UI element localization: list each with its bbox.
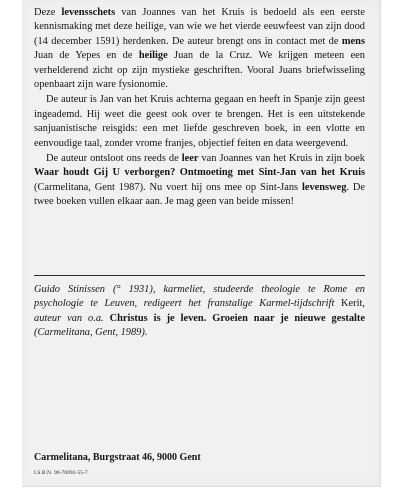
blurb	[34, 6, 365, 210]
text-run: Deze	[34, 7, 62, 18]
publisher-address: Carmelitana, Burgstraat 46, 9000 Gent	[34, 452, 201, 463]
book-title: Christus is je leven. Groeien naar je nieuwe gestalte	[109, 312, 365, 324]
bold-run: leer	[181, 153, 199, 165]
blurb-paragraph-3	[34, 152, 365, 210]
text-run: van Joannes van het Kruis in zijn boek	[198, 153, 365, 165]
journal-name: Kerit	[341, 298, 363, 310]
text-run: (Carmelitana, Gent 1987). Nu voert hij ons mee op Sint-Jans	[34, 181, 302, 193]
text-run: . De twee boeken vullen elkaar aan. Je mag geen van beide missen!	[34, 181, 366, 208]
bold-run: levensweg	[301, 181, 347, 193]
blurb-paragraph-2: De auteur is Jan van het Kruis achterna gegaan en heeft in Spanje zijn geest ingeademd. Hij weet die geest ook over te brengen. Het is een uitstekende sanjuanistische reisgids: een met liefde geschreven boek, in een vlotte en eenvoudige taal, zonder vrome franjes, objectief feiten en data weergevend.	[34, 94, 365, 149]
author-bio	[34, 283, 365, 341]
divider	[34, 275, 365, 276]
text-run: van Joannes van het Kruis is bedoeld als een eerste kennismaking met deze heilige, van wie we het vierde eeuwfeest van zijn dood (14 december 1591) herdenken. De auteur brengt ons in contact met de	[34, 7, 365, 47]
text-run: De auteur ontsloot ons reeds de	[46, 153, 182, 165]
text-run: Guido Stinissen (° 1931), karmeliet, studeerde theologie te Rome en psychologie te Leuven, redigeert het franstalige Karmel-tijdschrift	[34, 284, 365, 310]
text-run: Juan de la Cruz. We krijgen meteen een verhelderend zicht op zijn mystieke geschriften. Vooral Juans briefwisseling openbaart zijn ware fysionomie.	[34, 50, 365, 91]
text-run: Juan de Yepes en de	[34, 50, 139, 62]
text-run: , auteur van o.a.	[34, 298, 365, 324]
text-run: (Carmelitana, Gent, 1989).	[34, 327, 148, 339]
isbn: I.S.B.N. 90-70092-55-7	[34, 470, 88, 476]
bold-run: heilige	[138, 50, 168, 62]
blurb-paragraph-1	[34, 6, 365, 92]
book-title: Waar houdt Gij U verborgen? Ontmoeting met Sint-Jan van het Kruis	[34, 167, 365, 179]
bold-run: levensschets	[61, 7, 116, 18]
bold-run: mens	[341, 35, 365, 47]
